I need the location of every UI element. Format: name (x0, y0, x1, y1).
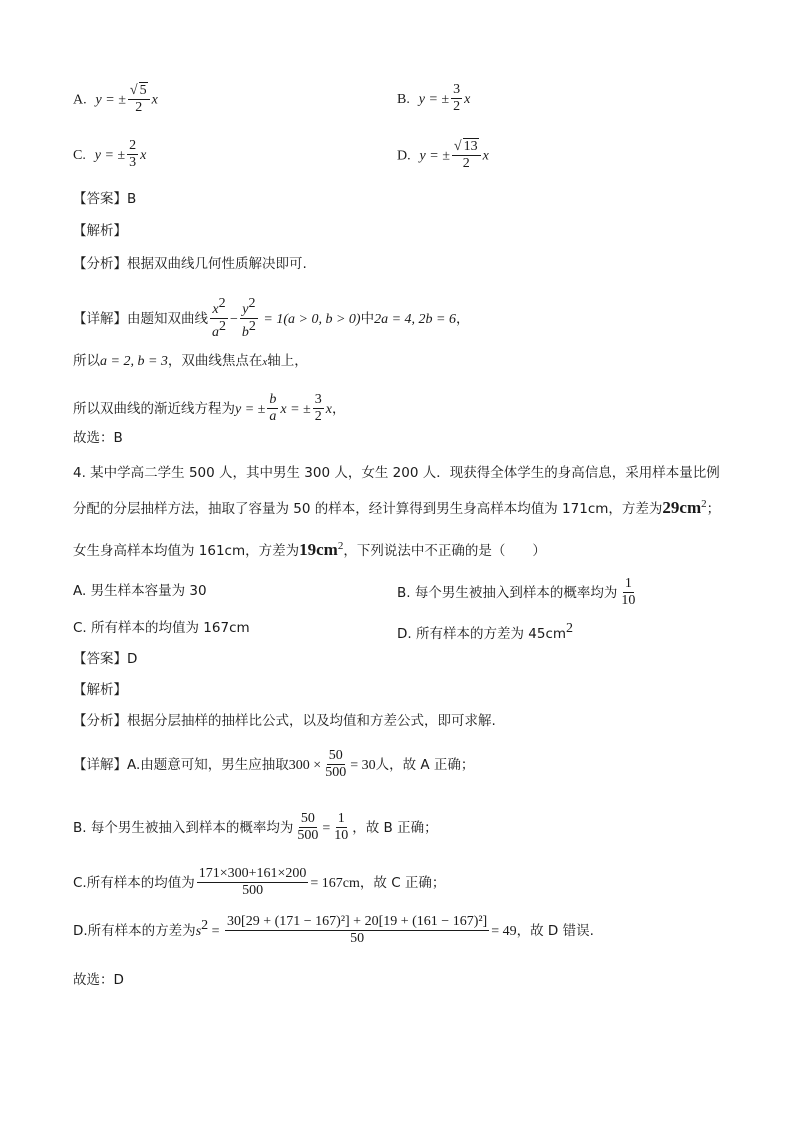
detail-line: 【详解】A.由题意可知，男生应抽取300 × $\frac{50}{500}$ = 30人，故 A 正确； (73, 748, 475, 781)
fraction: $\frac{1}{10}$ (334, 811, 349, 844)
option-a: A. y = ± $\frac{√ 5}{2}$ x (73, 83, 158, 116)
detail-line: B. 每个男生被抽入到样本的概率均为 $\frac{50}{500}$ = $\frac{1}{10}$ ，故 B 正确； (73, 811, 438, 844)
fraction: $\frac{√ 13}{2}$ (452, 138, 481, 173)
detail-line: D.所有样本的方差为$s^2$ = $\frac{\text{30[29 + (171 − 167)²] + 20[19 + (161 − 167)²]}}{50}$ = 49，故 D 错误. (73, 914, 594, 947)
question-4-line-1: 4. 某中学高二学生 500 人，其中男生 300 人，女生 200 人．现获得全体学生的身高信息，采用样本量比例 (73, 465, 720, 481)
fenxi-line: 【分析】根据分层抽样的抽样比公式，以及均值和方差公式，即可求解. (73, 713, 496, 729)
option-c: C. 所有样本的均值为 167cm (73, 620, 250, 636)
fraction: $\frac{2}{3}$ (129, 138, 137, 171)
choose-line: 故选：B (73, 430, 123, 446)
option-b: B. y = ± $\frac{3}{2}$ x (397, 82, 471, 115)
detail-line: C.所有样本的均值为 $\frac{171\times 300+161\times 200}{500}$ = 167cm，故 C 正确； (73, 866, 446, 899)
text-line: 所以a = 2, b = 3，双曲线焦点在x轴上， (73, 353, 308, 369)
fraction: $\frac{50}{500}$ (297, 811, 319, 844)
fraction: $\frac{\text{30[29 + (171 − 167)²] + 20[19 + (161 − 167)²]}}{50}$ (227, 914, 488, 947)
fraction: $\frac{50}{500}$ (325, 748, 347, 781)
fraction: $\frac{√ 5}{2}$ (128, 82, 150, 117)
option-d: D. 所有样本的方差为 $45cm^2$ (397, 621, 574, 642)
fraction: $\frac{3}{2}$ (453, 82, 461, 115)
fraction: $\frac{171\times 300+161\times 200}{500}$ (198, 866, 307, 899)
option-a: A. 男生样本容量为 30 (73, 583, 207, 599)
fraction: $\frac{b}{a}$ (269, 392, 277, 425)
option-b: B. 每个男生被抽入到样本的概率均为 $\frac{1}{10}$ (397, 576, 636, 609)
choose-line: 故选：D (73, 972, 124, 988)
fraction: $\frac{3}{2}$ (314, 392, 322, 425)
detail-line: 【详解】由题知双曲线 $\frac{x^2}{a^2}$ − $\frac{y^2}{b^2}$ = 1(a > 0, b > 0)中2a = 4, 2b = 6， (73, 296, 470, 341)
text-line: 所以双曲线的渐近线方程为y = ± $\frac{b}{a}$ x = ± $\frac{3}{2}$ x， (73, 392, 346, 425)
answer-line: 【答案】D (73, 651, 138, 667)
fraction: $\frac{y^2}{b^2}$ (241, 296, 256, 341)
answer-line: 【答案】B (73, 191, 137, 207)
fraction: $\frac{x^2}{a^2}$ (212, 296, 226, 341)
question-4-line-2: 分配的分层抽样方法，抽取了容量为 50 的样本，经计算得到男生身高样本均值为 171cm，方差为$29cm^2$； (73, 498, 721, 517)
option-d: D. y = ± $\frac{√ 13}{2}$ x (397, 139, 489, 172)
analysis-heading: 【解析】 (73, 223, 127, 239)
option-c: C. y = ± $\frac{2}{3}$ x (73, 138, 147, 171)
fenxi-line: 【分析】根据双曲线几何性质解决即可. (73, 256, 307, 272)
fraction: $\frac{1}{10}$ (621, 576, 636, 609)
analysis-heading: 【解析】 (73, 682, 127, 698)
question-4-line-3: 女生身高样本均值为 161cm，方差为$19cm^2$，下列说法中不正确的是（ ） (73, 540, 546, 559)
